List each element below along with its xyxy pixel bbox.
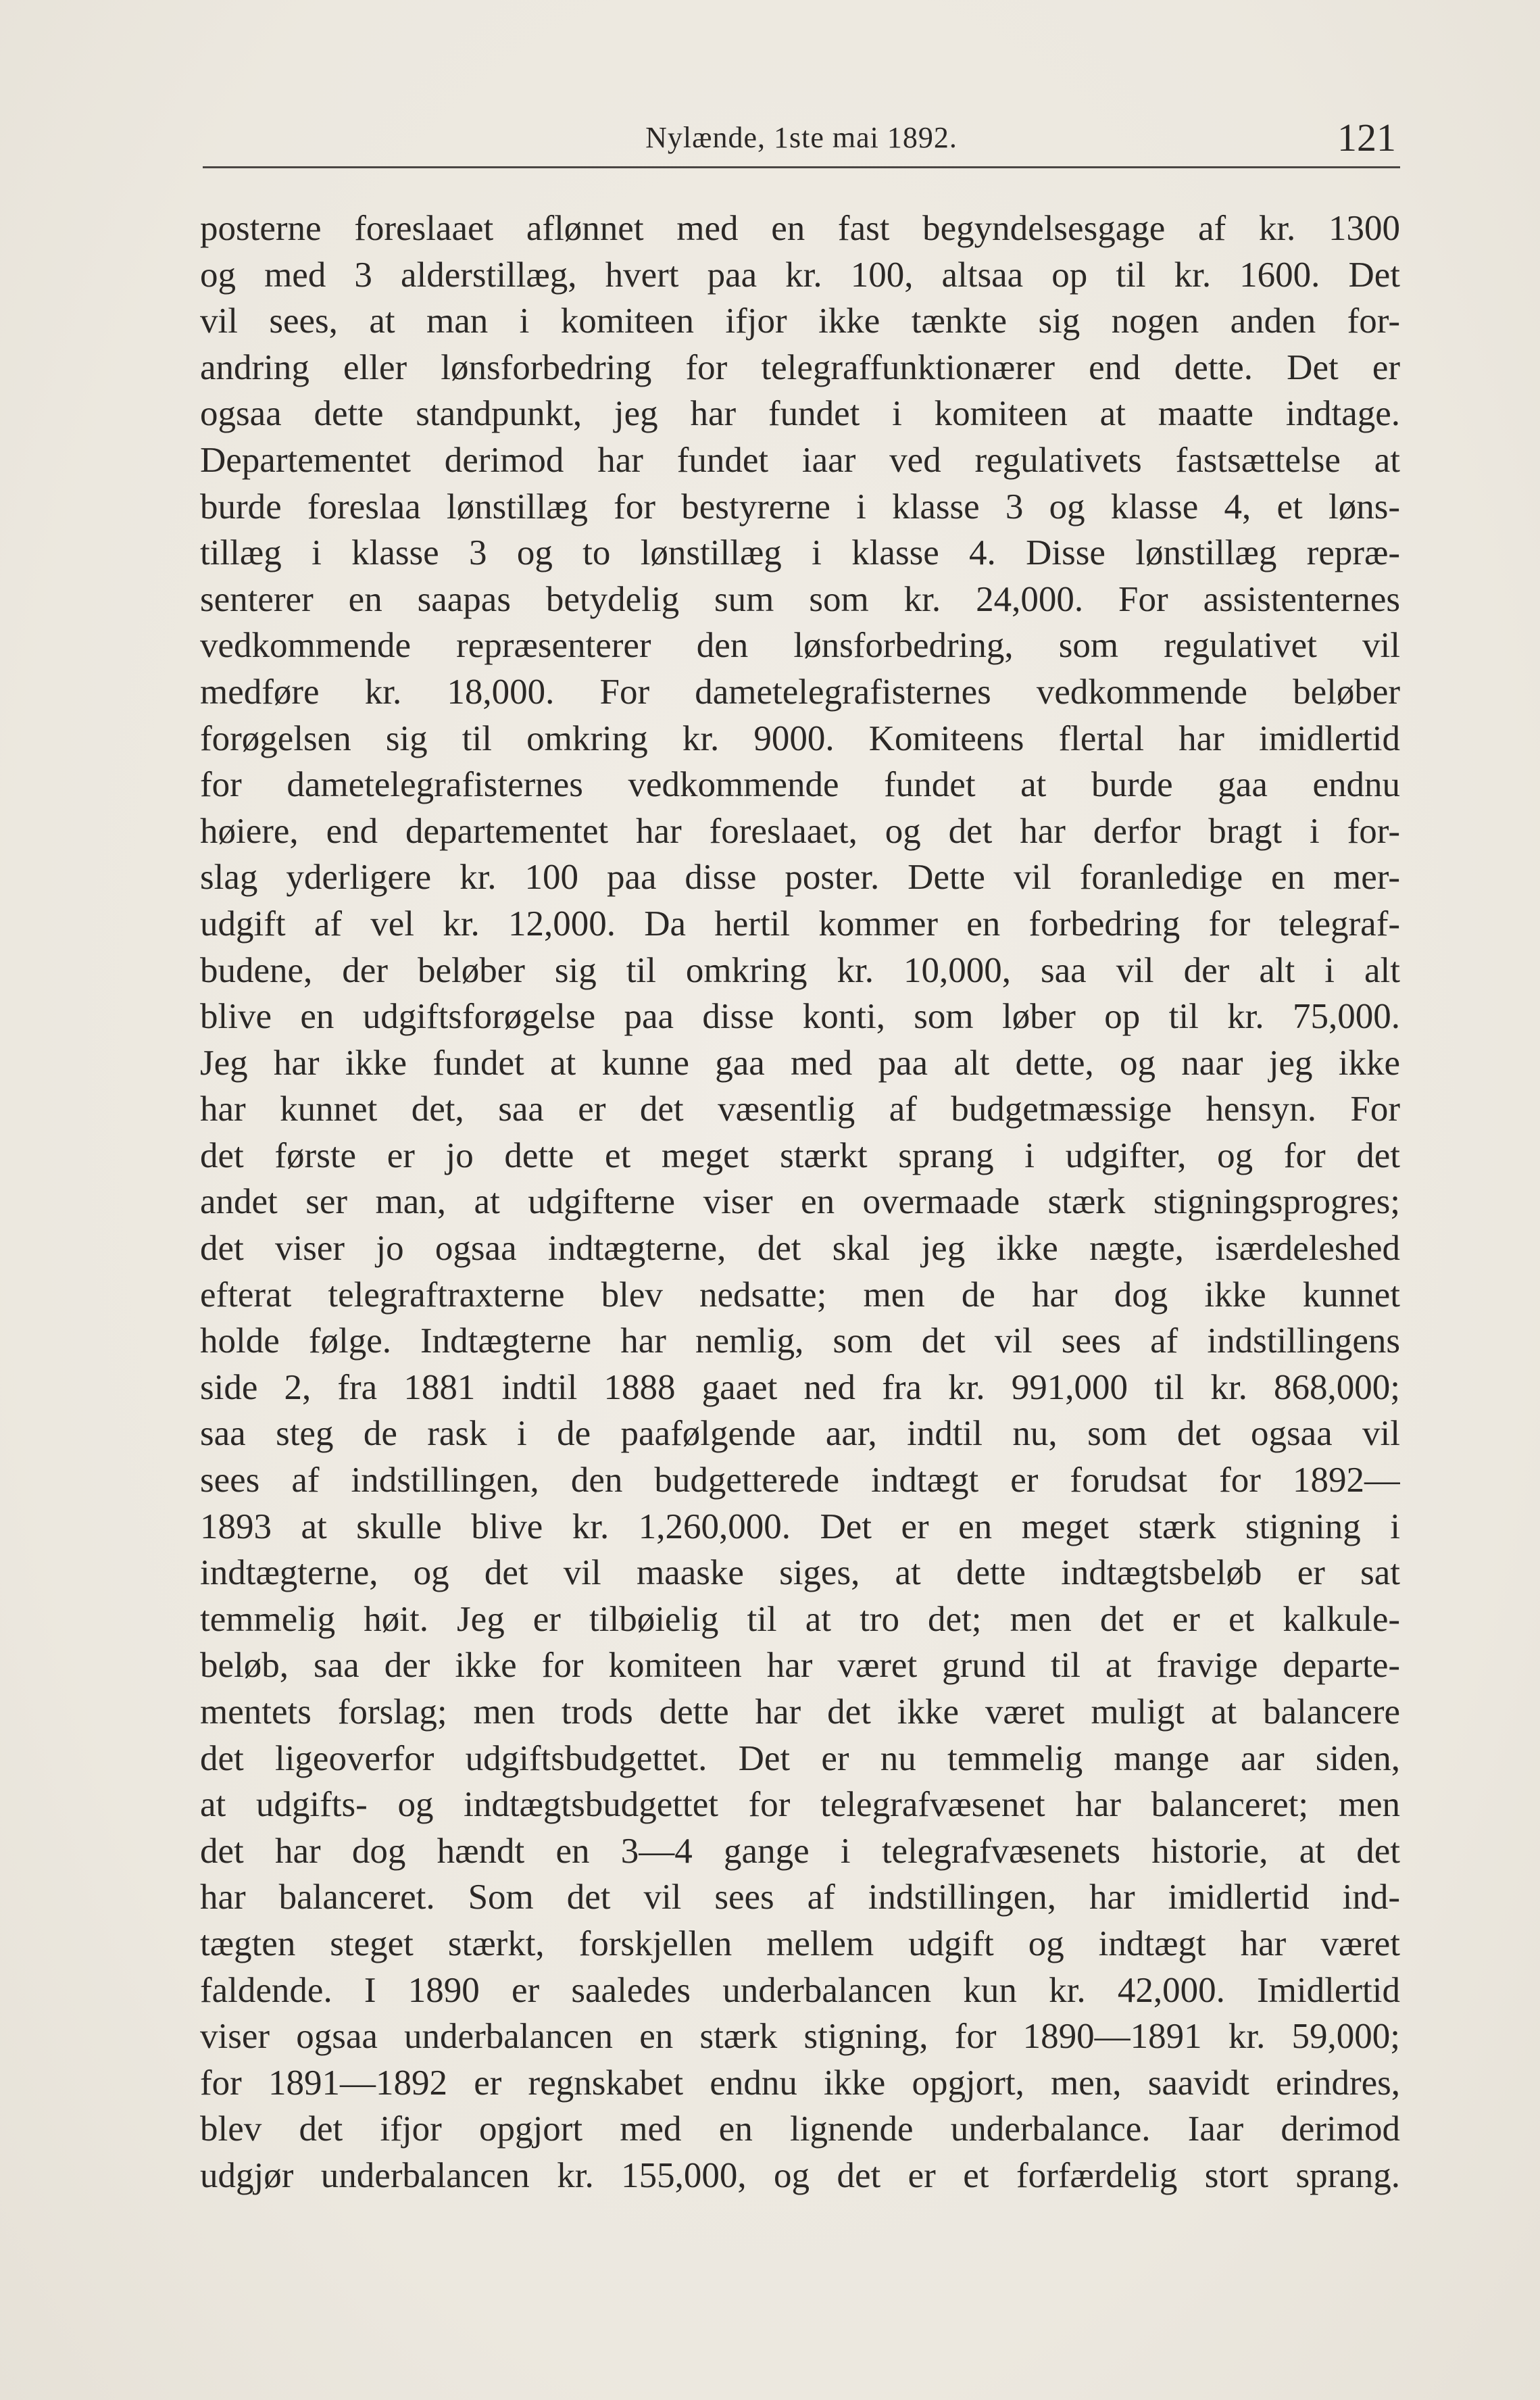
text-line: det første er jo dette et meget stærkt sprang i udgifter, og for det (200, 1135, 1400, 1175)
text-line: saa steg de rask i de paafølgende aar, indtil nu, som det ogsaa vil (200, 1414, 1400, 1454)
text-line: at udgifts- og indtægtsbudgettet for telegrafvæsenet har balanceret; men (200, 1785, 1400, 1825)
running-title: Nylænde, 1ste mai 1892. (645, 121, 958, 154)
text-line: vil sees, at man i komiteen ifjor ikke tænkte sig nogen anden for- (200, 301, 1400, 341)
text-line: andet ser man, at udgifterne viser en overmaade stærk stigningsprogres; (200, 1182, 1400, 1222)
text-line: forøgelsen sig til omkring kr. 9000. Komiteens flertal har imidlertid (200, 718, 1400, 758)
body-text (200, 205, 1400, 2199)
text-line: faldende. I 1890 er saaledes underbalancen kun kr. 42,000. Imidlertid (200, 1970, 1400, 2010)
text-line: senterer en saapas betydelig sum som kr. 24,000. For assistenternes (200, 579, 1400, 619)
text-line: for 1891—1892 er regnskabet endnu ikke opgjort, men, saavidt erindres, (200, 2063, 1400, 2103)
text-line: Jeg har ikke fundet at kunne gaa med paa alt dette, og naar jeg ikke (200, 1043, 1400, 1083)
text-line: medføre kr. 18,000. For dametelegrafisternes vedkommende beløber (200, 672, 1400, 712)
text-line: holde følge. Indtægterne har nemlig, som det vil sees af indstillingens (200, 1321, 1400, 1361)
text-line: udgjør underbalancen kr. 155,000, og det er et forfærdelig stort sprang. (200, 2155, 1400, 2195)
text-line: det ligeoverfor udgiftsbudgettet. Det er nu temmelig mange aar siden, (200, 1738, 1400, 1778)
text-line: mentets forslag; men trods dette har det ikke været muligt at balancere (200, 1692, 1400, 1732)
text-line: beløb, saa der ikke for komiteen har været grund til at fravige departe- (200, 1646, 1400, 1686)
text-line: har kunnet det, saa er det væsentlig af budgetmæssige hensyn. For (200, 1089, 1400, 1129)
text-line: og med 3 alderstillæg, hvert paa kr. 100, altsaa op til kr. 1600. Det (200, 255, 1400, 295)
text-line: budene, der beløber sig til omkring kr. 10,000, saa vil der alt i alt (200, 950, 1400, 990)
text-line: side 2, fra 1881 indtil 1888 gaaet ned fra kr. 991,000 til kr. 868,000; (200, 1367, 1400, 1407)
text-line: 1893 at skulle blive kr. 1,260,000. Det er en meget stærk stigning i (200, 1507, 1400, 1546)
text-line: burde foreslaa lønstillæg for bestyrerne i klasse 3 og klasse 4, et løns- (200, 487, 1400, 526)
text-line: tillæg i klasse 3 og to lønstillæg i klasse 4. Disse lønstillæg repræ- (200, 533, 1400, 573)
text-line: for dametelegrafisternes vedkommende fundet at burde gaa endnu (200, 765, 1400, 805)
text-line: Departementet derimod har fundet iaar ved regulativets fastsættelse at (200, 440, 1400, 480)
text-line: det har dog hændt en 3—4 gange i telegrafvæsenets historie, at det (200, 1831, 1400, 1871)
text-line: efterat telegraftraxterne blev nedsatte; men de har dog ikke kunnet (200, 1275, 1400, 1315)
text-line: tægten steget stærkt, forskjellen mellem udgift og indtægt har været (200, 1924, 1400, 1963)
text-line: blev det ifjor opgjort med en lignende underbalance. Iaar derimod (200, 2109, 1400, 2149)
text-line: viser ogsaa underbalancen en stærk stigning, for 1890—1891 kr. 59,000; (200, 2017, 1400, 2057)
text-line: ogsaa dette standpunkt, jeg har fundet i komiteen at maatte indtage. (200, 394, 1400, 434)
text-line: indtægterne, og det vil maaske siges, at dette indtægtsbeløb er sat (200, 1553, 1400, 1593)
text-line: høiere, end departementet har foreslaaet, og det har derfor bragt i for- (200, 811, 1400, 851)
text-line: vedkommende repræsenterer den lønsforbedring, som regulativet vil (200, 626, 1400, 666)
text-line: det viser jo ogsaa indtægterne, det skal jeg ikke nægte, isærdeleshed (200, 1229, 1400, 1269)
text-line: slag yderligere kr. 100 paa disse poster. Dette vil foranledige en mer- (200, 858, 1400, 898)
text-line: har balanceret. Som det vil sees af indstillingen, har imidlertid ind- (200, 1878, 1400, 1917)
text-line: sees af indstillingen, den budgetterede indtægt er forudsat for 1892— (200, 1461, 1400, 1500)
text-line: posterne foreslaaet aflønnet med en fast begyndelsesgage af kr. 1300 (200, 209, 1400, 248)
text-line: temmelig høit. Jeg er tilbøielig til at tro det; men det er et kalkule- (200, 1599, 1400, 1639)
running-header (203, 115, 1400, 168)
text-line: blive en udgiftsforøgelse paa disse konti, som løber op til kr. 75,000. (200, 997, 1400, 1037)
text-line: udgift af vel kr. 12,000. Da hertil kommer en forbedring for telegraf- (200, 904, 1400, 944)
page-number: 121 (1337, 116, 1396, 160)
text-line: andring eller lønsforbedring for telegraffunktionærer end dette. Det er (200, 347, 1400, 387)
